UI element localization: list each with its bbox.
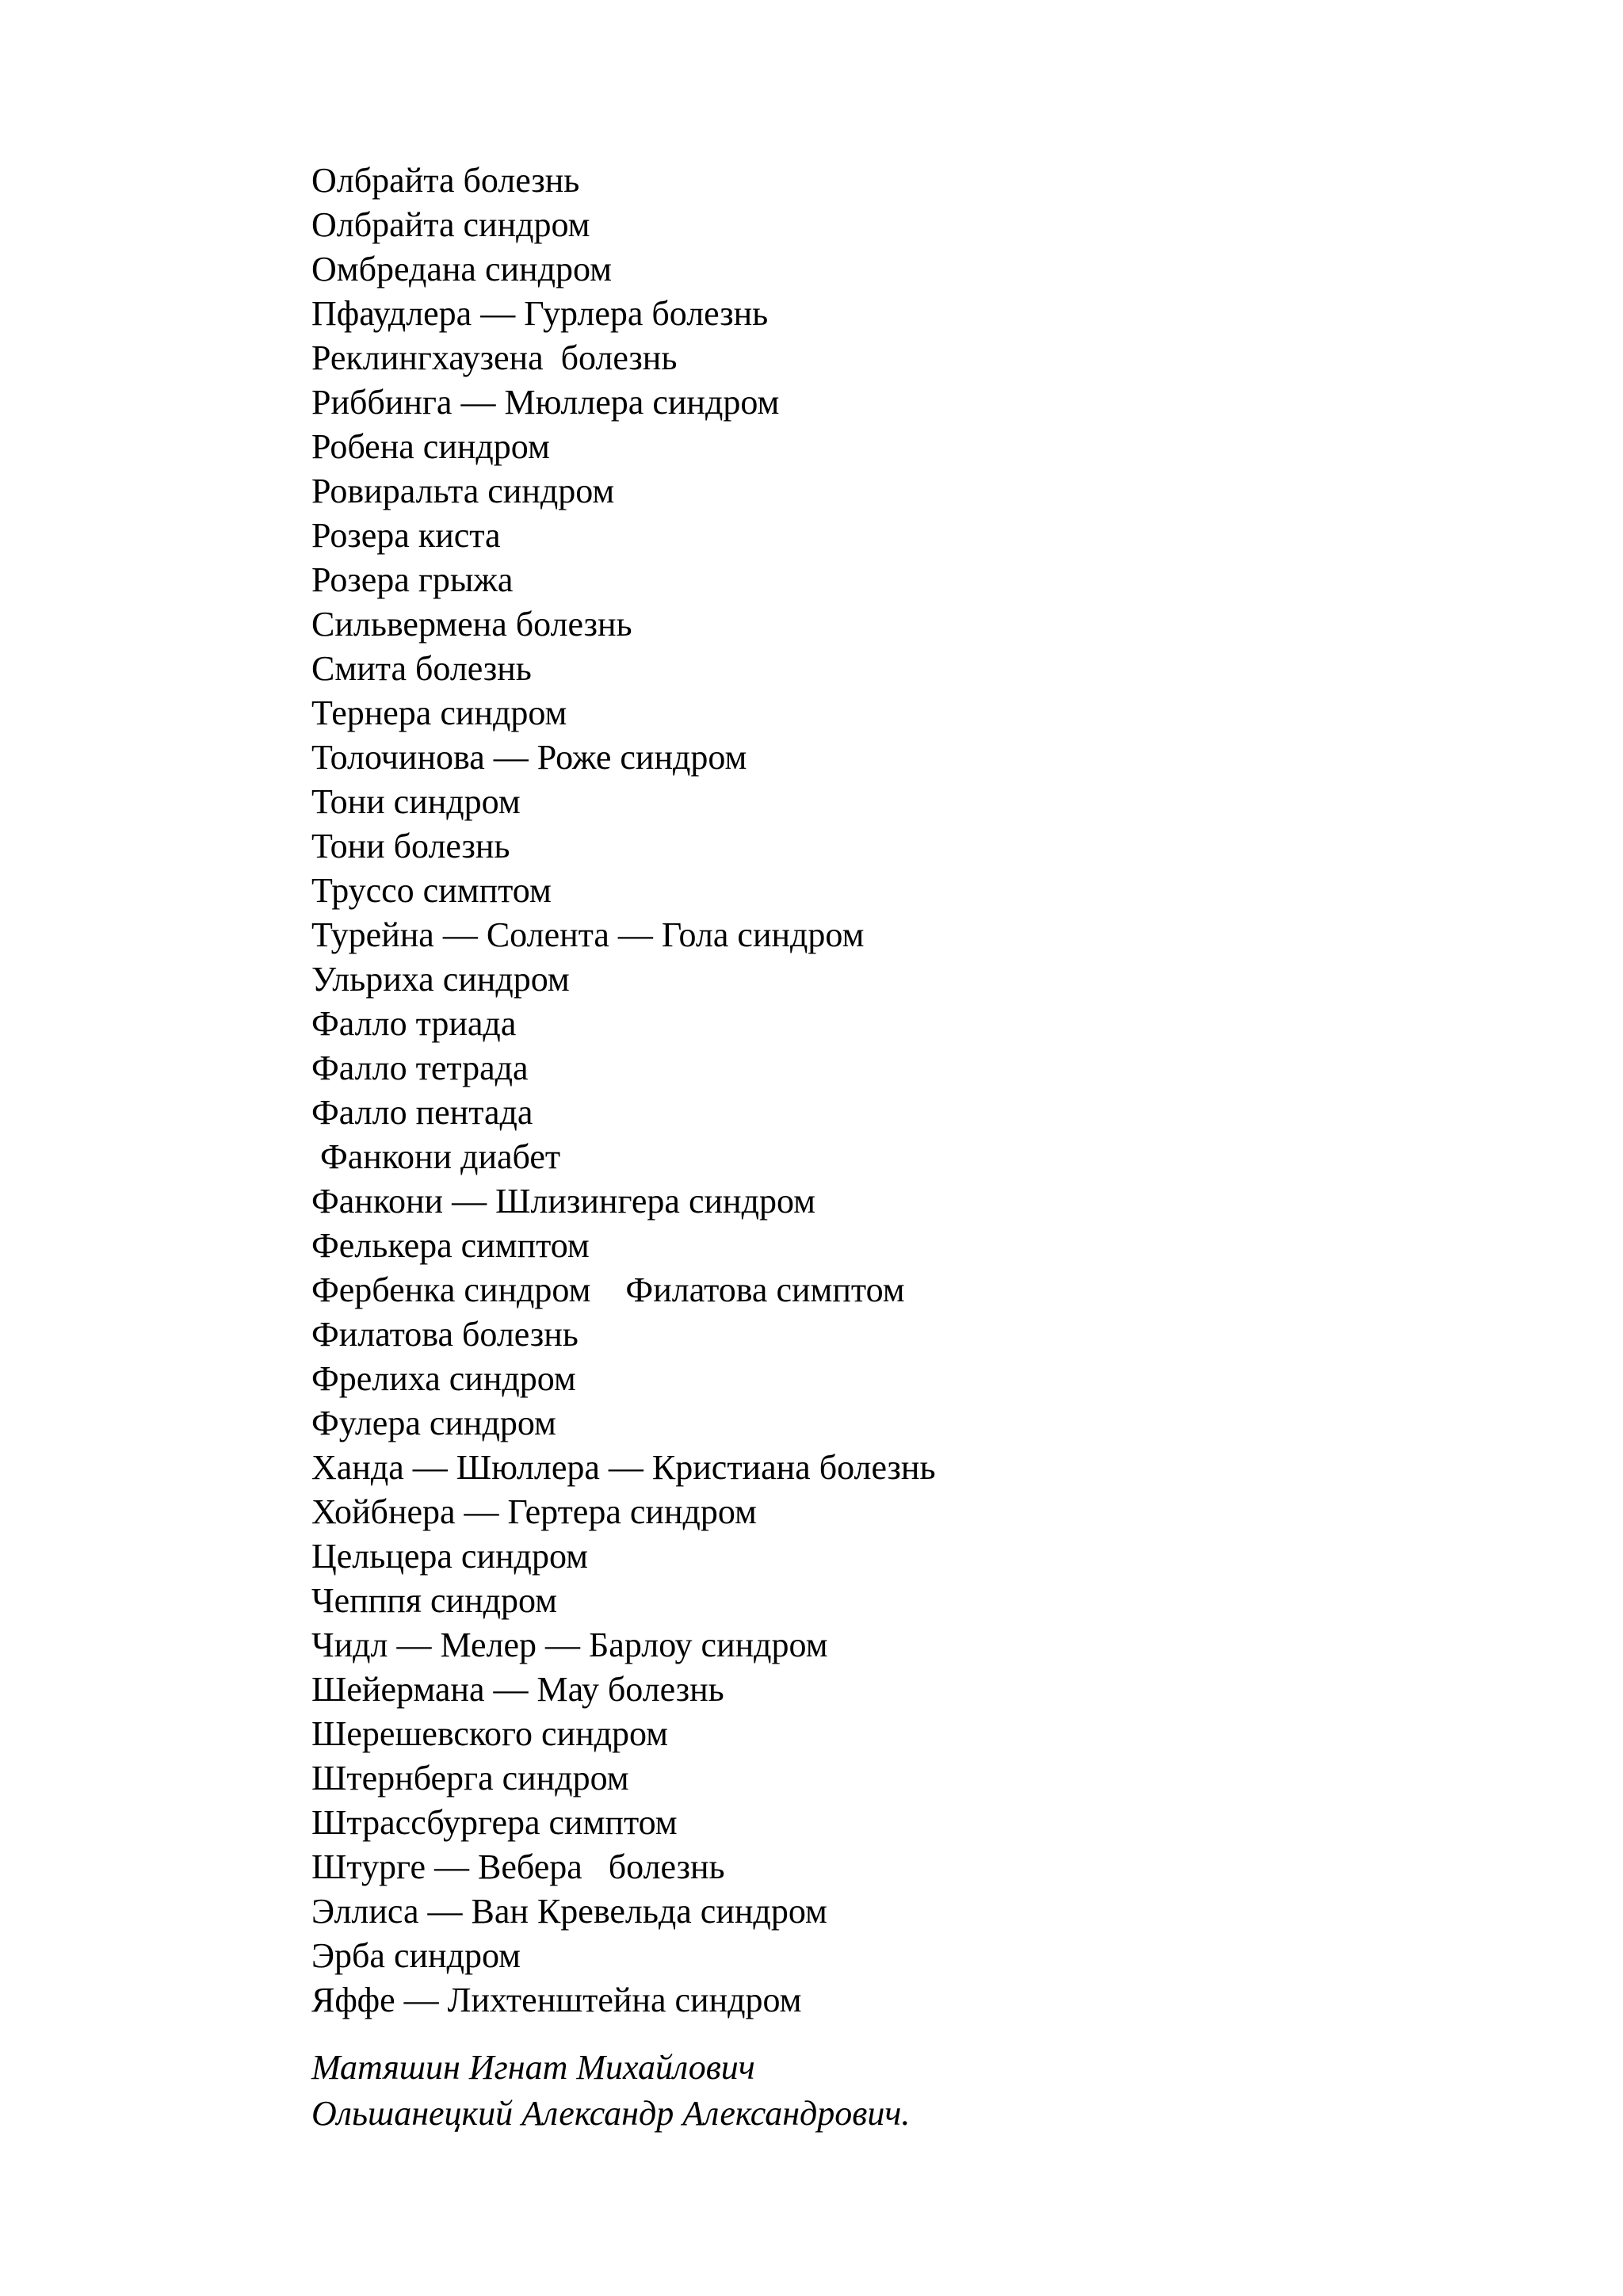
list-item: Труссо симптом <box>311 871 552 910</box>
list-item: Сильвермена болезнь <box>311 605 632 644</box>
authors-block <box>311 2045 910 2137</box>
eponym-list <box>311 159 936 2023</box>
list-item: Фалло пентада <box>311 1093 533 1132</box>
list-item: Чепппя синдром <box>311 1581 558 1620</box>
list-item: Розера грыжа <box>311 560 514 599</box>
list-item: Фулера синдром <box>311 1404 556 1442</box>
list-item: Фалло тетрада <box>311 1049 529 1087</box>
list-item: Шейермана — Мау болезнь <box>311 1670 724 1709</box>
list-item: Толочинова — Роже синдром <box>311 738 747 777</box>
list-item: Омбредана синдром <box>311 250 612 288</box>
list-item: Турейна — Солента — Гола синдром <box>311 915 865 954</box>
list-item: Риббинга — Мюллера синдром <box>311 383 780 422</box>
list-item: Шерешевского синдром <box>311 1714 669 1753</box>
list-item: Ровиральта синдром <box>311 472 615 510</box>
list-item: Фрелиха синдром <box>311 1359 576 1398</box>
list-item: Олбрайта болезнь <box>311 161 580 200</box>
list-item: Чидл — Мелер — Барлоу синдром <box>311 1626 828 1664</box>
list-item: Олбрайта синдром <box>311 205 590 244</box>
list-item: Яффе — Лихтенштейна синдром <box>311 1981 802 2019</box>
list-item: Филатова болезнь <box>311 1315 579 1354</box>
list-item: Эллиса — Ван Кревельда синдром <box>311 1892 827 1931</box>
list-item: Пфаудлера — Гурлера болезнь <box>311 294 769 333</box>
list-item: Фанкони диабет <box>311 1137 561 1176</box>
list-item: Розера киста <box>311 516 501 555</box>
list-item: Штрассбургера симптом <box>311 1803 678 1842</box>
list-item: Смита болезнь <box>311 649 532 688</box>
list-item: Штернберга синдром <box>311 1759 629 1797</box>
list-item: Реклингхаузена болезнь <box>311 338 678 377</box>
list-item: Ханда — Шюллера — Кристиана болезнь <box>311 1448 936 1487</box>
list-item: Эрба синдром <box>311 1936 521 1975</box>
list-item: Хойбнера — Гертера синдром <box>311 1492 757 1531</box>
list-item: Фелькера симптом <box>311 1226 590 1265</box>
author-name: Матяшин Игнат Михайлович <box>311 2048 755 2087</box>
list-item: Робена синдром <box>311 427 550 466</box>
list-item: Штурге — Вебера болезнь <box>311 1847 725 1886</box>
list-item: Ульриха синдром <box>311 960 570 999</box>
list-item: Фанкони — Шлизингера синдром <box>311 1182 815 1221</box>
list-item: Тернера синдром <box>311 693 567 732</box>
author-name: Ольшанецкий Александр Александрович. <box>311 2094 911 2133</box>
list-item: Цельцера синдром <box>311 1537 588 1576</box>
list-item: Фербенка синдром Филатова симптом <box>311 1270 905 1309</box>
list-item: Фалло триада <box>311 1004 517 1043</box>
list-item: Тони болезнь <box>311 827 510 865</box>
list-item: Тони синдром <box>311 782 521 821</box>
